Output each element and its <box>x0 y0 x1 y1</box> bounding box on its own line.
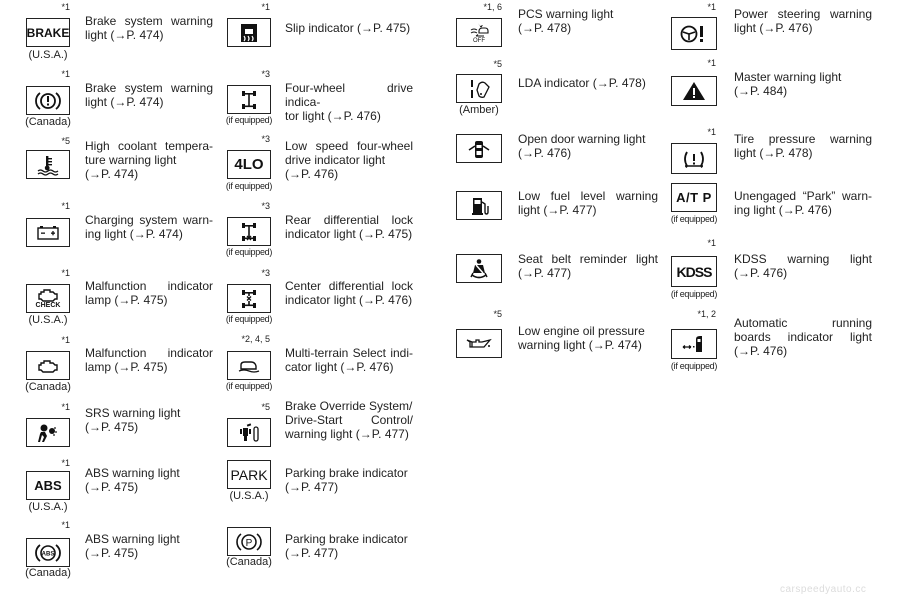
footnote-marker: *1 <box>61 69 70 79</box>
description: Brake system warning light (→P. 474) <box>85 81 213 109</box>
battery-icon <box>26 218 70 247</box>
park-text-icon: PARK <box>227 460 271 489</box>
footnote-marker: *1 <box>261 2 270 12</box>
region-label: (Canada) <box>25 381 71 393</box>
footnote-marker: *1 <box>61 201 70 211</box>
description: Four-wheel drive indica- tor light (→P. 476) <box>285 81 413 123</box>
description: ABS warning light (→P. 475) <box>85 532 180 560</box>
footnote-marker: *3 <box>261 268 270 278</box>
four-wheel-drive-icon <box>227 85 271 114</box>
description: Seat belt reminder light (→P. 477) <box>518 252 658 280</box>
region-label: (U.S.A.) <box>229 490 269 502</box>
description: High coolant tempera- ture warning light (→P. 474) <box>85 139 213 181</box>
region-label: (Canada) <box>25 116 71 128</box>
footnote-marker: *3 <box>261 69 270 79</box>
footnote-marker: *1 <box>61 2 70 12</box>
description: Malfunction indicator lamp (→P. 475) <box>85 279 213 307</box>
region-label: (U.S.A.) <box>28 49 68 61</box>
description: Low engine oil pressure warning light (→P. 474) <box>518 324 645 352</box>
4lo-text-icon: 4LO <box>227 150 271 179</box>
description: Power steering warning light (→P. 476) <box>734 7 872 35</box>
region-label: (if equipped) <box>225 381 273 391</box>
center-diff-lock-icon <box>227 284 271 313</box>
description: Malfunction indicator lamp (→P. 475) <box>85 346 213 374</box>
tire-pressure-icon <box>671 143 717 174</box>
description: Center differential lock indicator light (→P. 476) <box>285 279 413 307</box>
footnote-marker: *1 <box>707 2 716 12</box>
footnote-marker: *1 <box>707 238 716 248</box>
region-label: (U.S.A.) <box>28 501 68 513</box>
footnote-marker: *1 <box>61 458 70 468</box>
region-label: (Amber) <box>459 104 499 116</box>
brake-text-icon: BRAKE <box>26 18 70 47</box>
svg-text:P: P <box>245 537 253 549</box>
slip-indicator-icon <box>227 18 271 47</box>
description: KDSS warning light (→P. 476) <box>734 252 872 280</box>
footnote-marker: *1, 2 <box>697 309 716 319</box>
footnote-marker: *1, 6 <box>483 2 502 12</box>
description: Unengaged “Park” warn- ing light (→P. 476) <box>734 189 872 217</box>
footnote-marker: *5 <box>493 59 502 69</box>
coolant-temperature-icon <box>26 150 70 179</box>
description: LDA indicator (→P. 478) <box>518 76 646 90</box>
region-label: (if equipped) <box>670 361 718 371</box>
svg-text:ABS: ABS <box>41 551 55 557</box>
footnote-marker: *1 <box>61 268 70 278</box>
rear-diff-lock-icon <box>227 217 271 246</box>
footnote-marker: *5 <box>261 402 270 412</box>
fuel-pump-icon <box>456 191 502 220</box>
description: Parking brake indicator (→P. 477) <box>285 532 408 560</box>
footnote-marker: *1 <box>61 520 70 530</box>
description: Low speed four-wheel drive indicator light (→P. 476) <box>285 139 413 181</box>
brake-override-icon <box>227 418 271 447</box>
footnote-marker: *3 <box>261 201 270 211</box>
description: Charging system warn- ing light (→P. 474) <box>85 213 213 241</box>
parking-brake-circle-icon <box>227 527 271 556</box>
oil-can-icon <box>456 329 502 358</box>
power-steering-icon <box>671 17 717 50</box>
region-label: (if equipped) <box>670 289 718 299</box>
footnote-marker: *1 <box>707 127 716 137</box>
description: Master warning light (→P. 484) <box>734 70 842 98</box>
kdss-text-icon: KDSS <box>671 256 717 287</box>
description: Brake Override System/ Drive-Start Control/ warning light (→P. 477) <box>285 399 413 441</box>
footnote-marker: *5 <box>61 136 70 146</box>
seat-belt-icon <box>456 254 502 283</box>
description: PCS warning light (→P. 478) <box>518 7 614 35</box>
master-warning-triangle-icon <box>671 76 717 106</box>
check-engine-icon: CHECK <box>26 284 70 313</box>
description: Low fuel level warning light (→P. 477) <box>518 189 658 217</box>
description: Tire pressure warning light (→P. 478) <box>734 132 872 160</box>
region-label: (if equipped) <box>225 314 273 324</box>
lda-icon <box>456 74 502 103</box>
brake-circle-exclamation-icon <box>26 86 70 115</box>
region-label: (if equipped) <box>225 181 273 191</box>
description: Automatic running boards indicator light (→P. 476) <box>734 316 872 358</box>
description: Open door warning light (→P. 476) <box>518 132 646 160</box>
watermark: carspeedyauto.cc <box>780 584 867 595</box>
running-boards-icon <box>671 329 717 359</box>
description: Slip indicator (→P. 475) <box>285 21 411 35</box>
at-p-text-icon: A/T P <box>671 183 717 212</box>
region-label: (if equipped) <box>225 247 273 257</box>
description: Multi-terrain Select indi- cator light (→P. 476) <box>285 346 413 374</box>
footnote-marker: *1 <box>61 402 70 412</box>
region-label: (if equipped) <box>225 115 273 125</box>
region-label: (U.S.A.) <box>28 314 68 326</box>
description: Brake system warning light (→P. 474) <box>85 14 213 42</box>
pcs-off-icon: OFF <box>456 18 502 47</box>
footnote-marker: *3 <box>261 134 270 144</box>
footnote-marker: *5 <box>493 309 502 319</box>
region-label: (Canada) <box>25 567 71 579</box>
airbag-icon <box>26 418 70 447</box>
description: ABS warning light (→P. 475) <box>85 466 180 494</box>
description: SRS warning light (→P. 475) <box>85 406 181 434</box>
abs-text-icon: ABS <box>26 471 70 500</box>
multi-terrain-icon <box>227 351 271 380</box>
footnote-marker: *2, 4, 5 <box>241 334 270 344</box>
open-door-icon <box>456 134 502 163</box>
footnote-marker: *1 <box>61 335 70 345</box>
description: Rear differential lock indicator light (→P. 475) <box>285 213 413 241</box>
description: Parking brake indicator (→P. 477) <box>285 466 408 494</box>
footnote-marker: *1 <box>707 58 716 68</box>
abs-circle-icon <box>26 538 70 567</box>
engine-icon <box>26 351 70 380</box>
region-label: (if equipped) <box>670 214 718 224</box>
region-label: (Canada) <box>226 556 272 568</box>
